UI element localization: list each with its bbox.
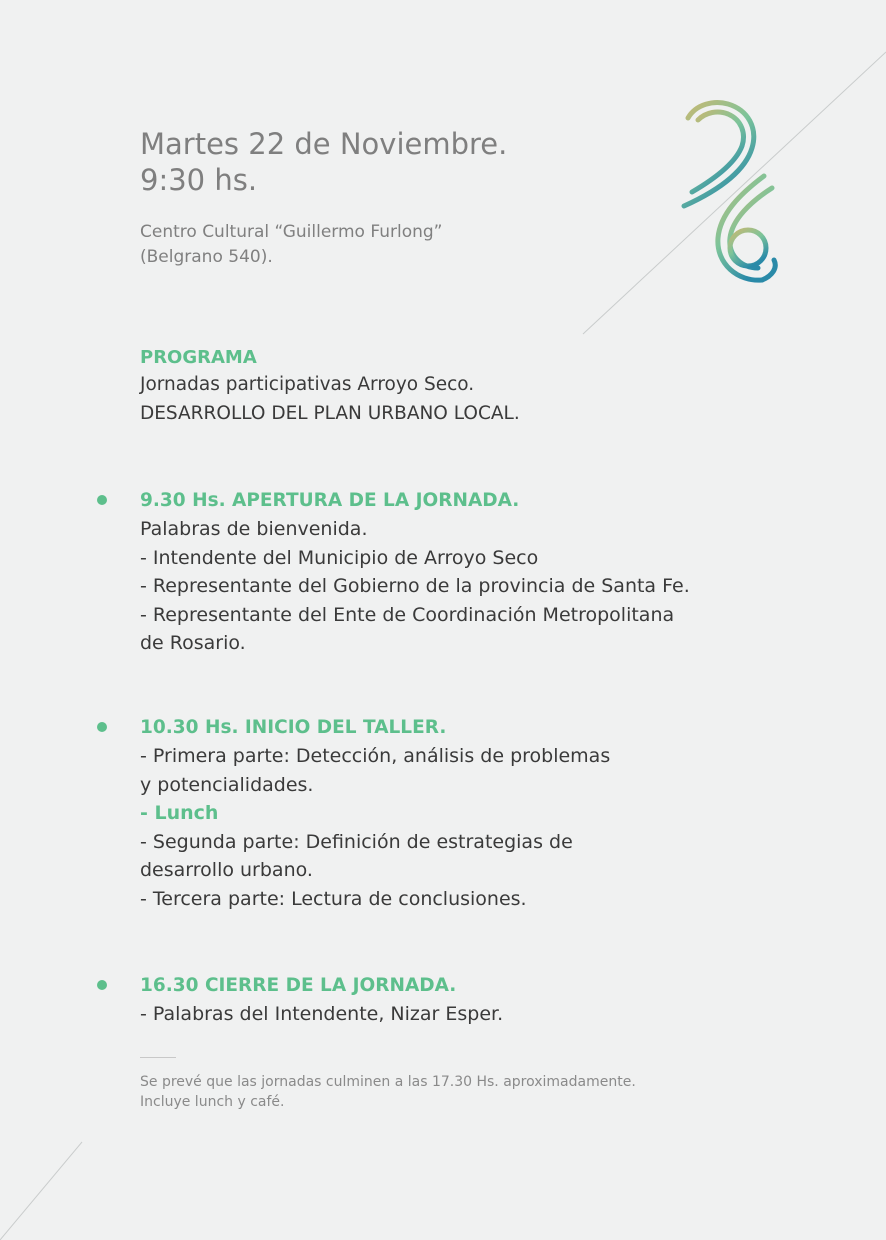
footer-note-line-1: Se prevé que las jornadas culminen a las 17.30 Hs. aproximadamente. [140,1074,636,1090]
bullet-icon [97,980,107,990]
section-item: y potencialidades. [140,773,314,796]
section-item: - Palabras del Intendente, Nizar Esper. [140,1003,504,1025]
26-logo-icon [676,96,780,292]
section-item-lunch: - Lunch [140,802,219,824]
section-item: de Rosario. [140,632,246,654]
section-heading: 10.30 Hs. INICIO DEL TALLER. [140,717,447,738]
footer-divider [140,1057,176,1058]
bullet-icon [97,722,107,732]
section-heading: 16.30 CIERRE DE LA JORNADA. [140,975,457,996]
section-item: - Segunda parte: Definición de estrategias de [140,830,573,853]
programa-title: Jornadas participativas Arroyo Seco. [140,374,475,395]
date-line: Martes 22 de Noviembre. [140,127,508,161]
programa-subtitle: DESARROLLO DEL PLAN URBANO LOCAL. [140,403,520,424]
event-date [140,126,507,198]
schedule-section-closing [140,972,860,1029]
bullet-icon [97,495,107,505]
programa-block [140,345,840,428]
time-line: 9:30 hs. [140,163,258,197]
section-item: - Representante del Ente de Coordinación Metropolitana [140,603,675,626]
footer-note [140,1072,636,1112]
schedule-section-workshop [140,714,860,913]
footer-note-line-2: Incluye lunch y café. [140,1094,285,1110]
section-heading: 9.30 Hs. APERTURA DE LA JORNADA. [140,490,520,511]
diagonal-line-bottom [0,1142,82,1240]
section-item: - Representante del Gobierno de la provincia de Santa Fe. [140,575,690,597]
section-item: - Tercera parte: Lectura de conclusiones. [140,887,527,910]
section-item: - Intendente del Municipio de Arroyo Seco [140,546,539,569]
venue-line-2: (Belgrano 540). [140,247,273,267]
section-item: Palabras de bienvenida. [140,518,368,540]
venue-line-1: Centro Cultural “Guillermo Furlong” [140,222,443,242]
section-item: - Primera parte: Detección, análisis de problemas [140,745,611,767]
event-venue [140,220,442,270]
programa-label: PROGRAMA [140,347,257,368]
schedule-section-opening [140,487,860,658]
section-item: desarrollo urbano. [140,859,313,881]
